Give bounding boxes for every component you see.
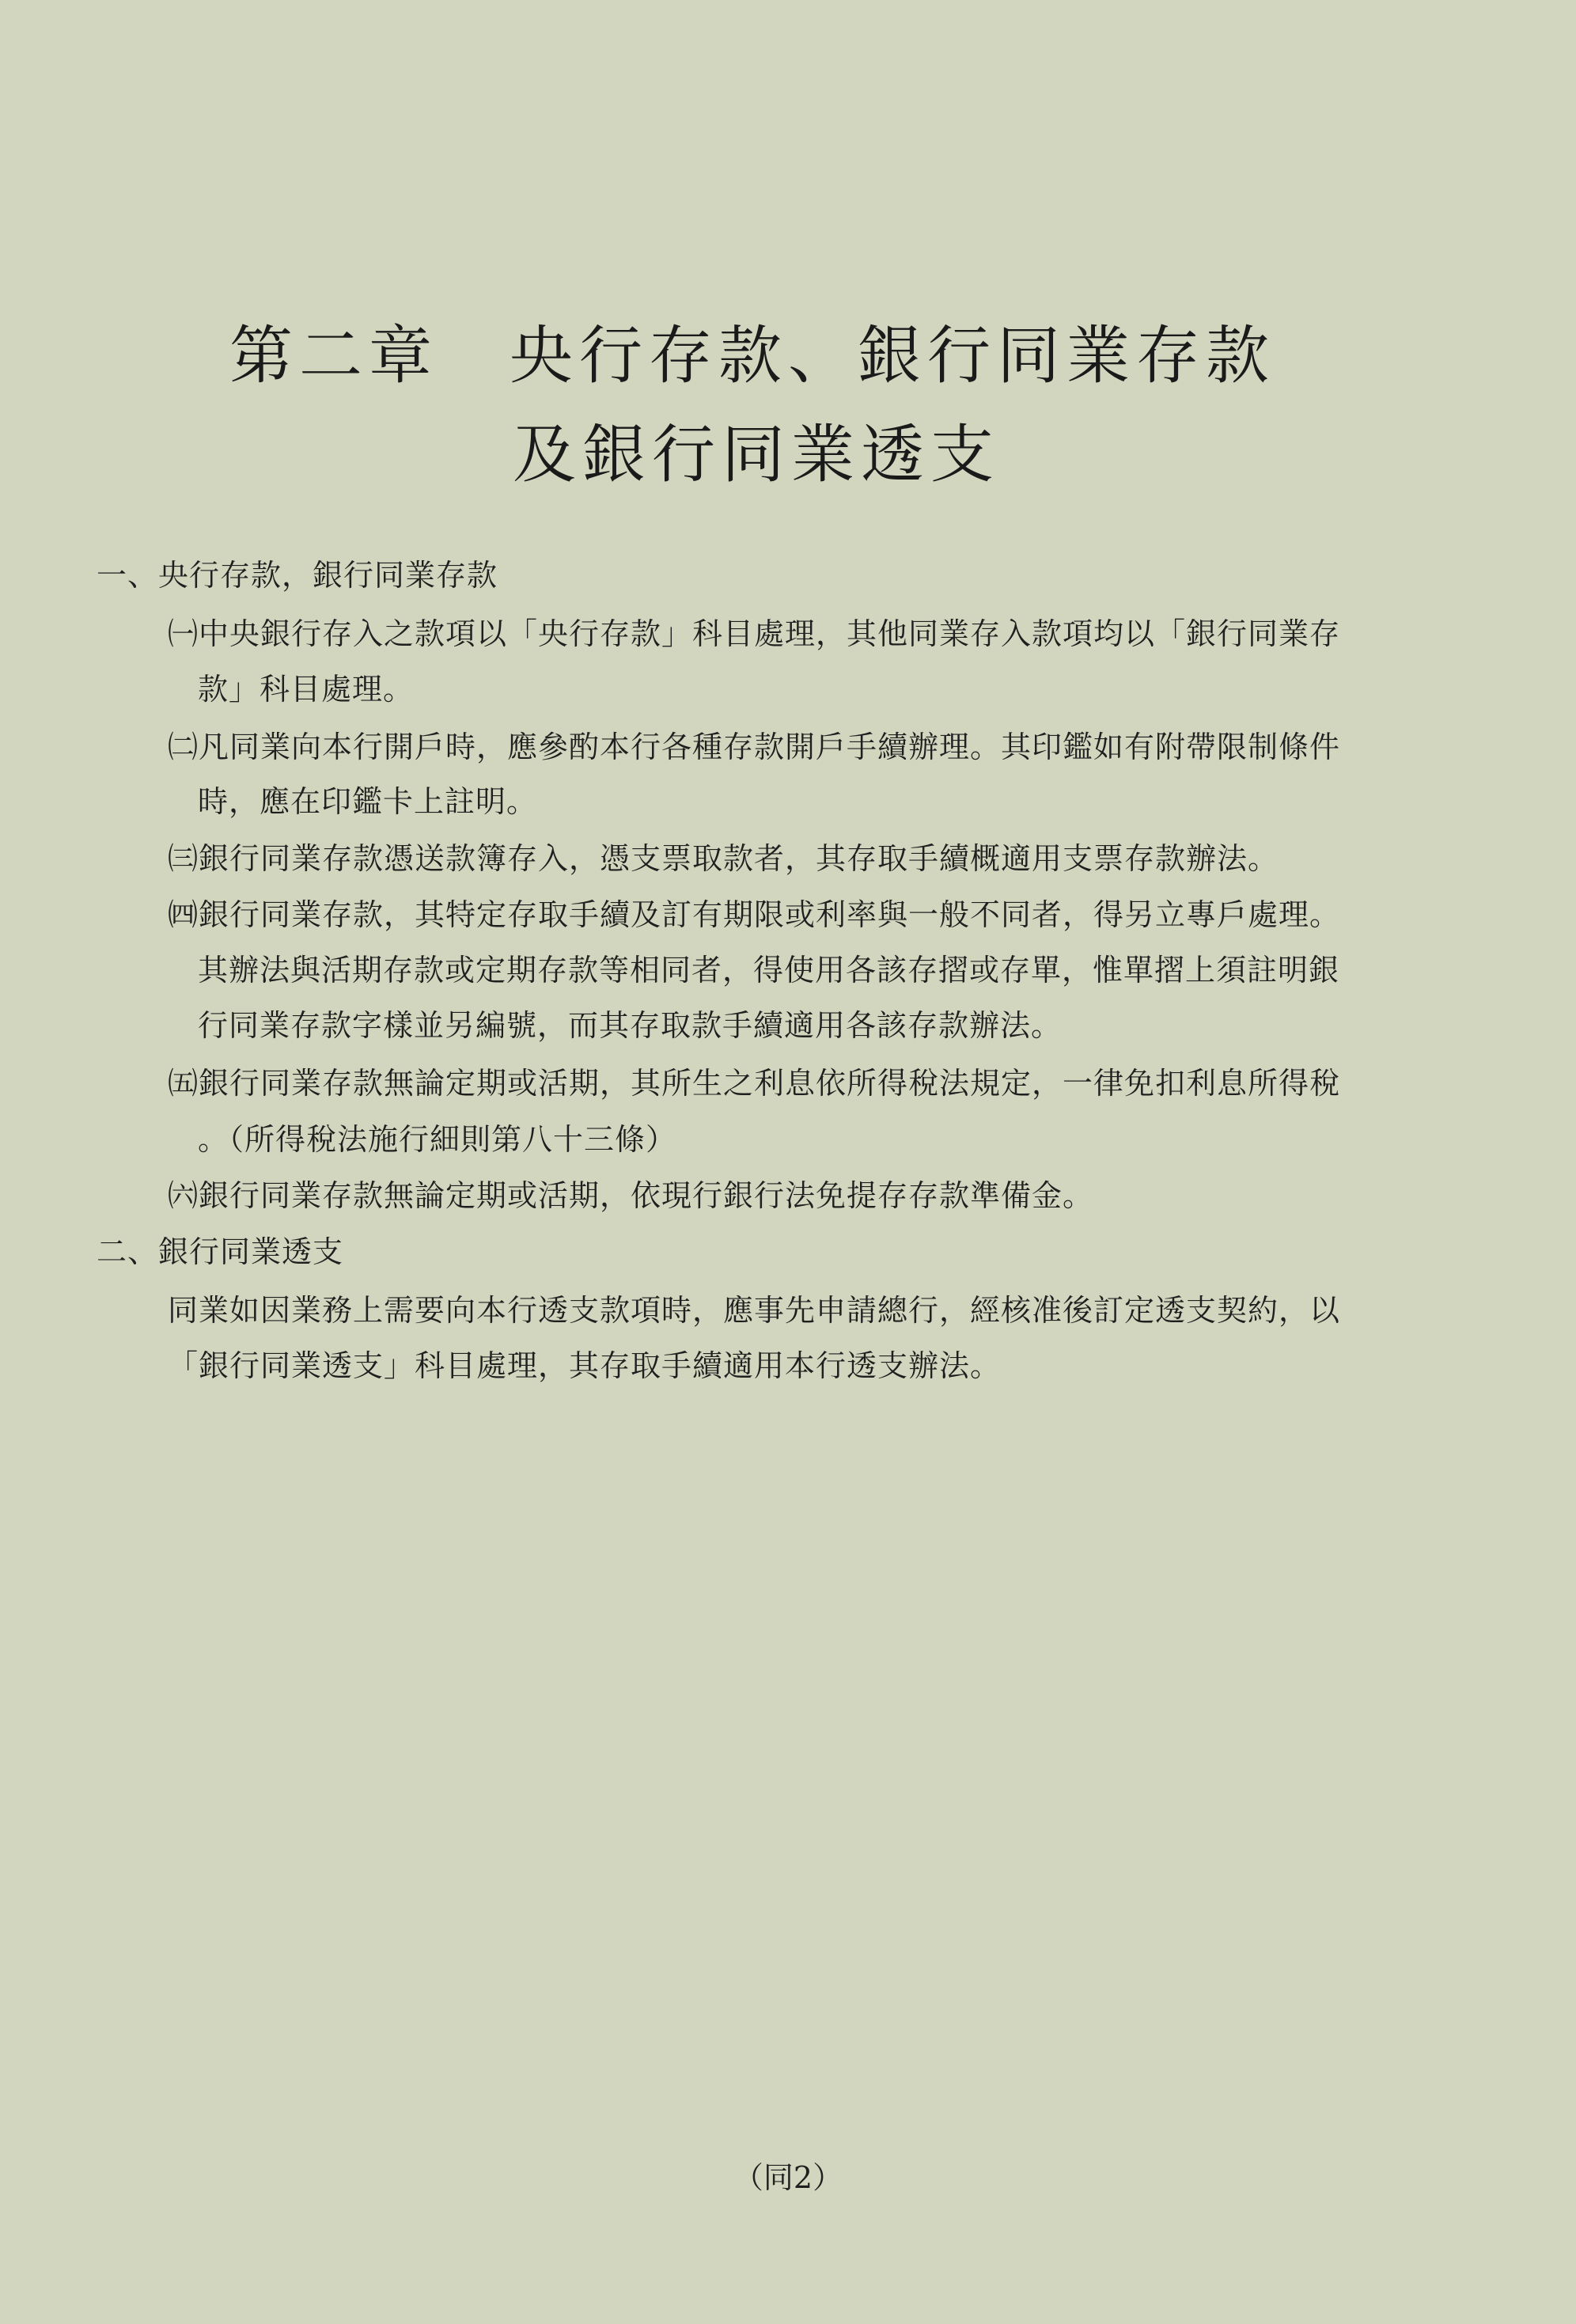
chapter-title-main: 央行存款、銀行同業存款 bbox=[510, 319, 1275, 392]
section-2-body-line-1: 同業如因業務上需要向本行透支款項時，應事先申請總行，經核准後訂定透支契約，以 bbox=[168, 1293, 1341, 1328]
item-5-line-1: ㈤銀行同業存款無論定期或活期，其所生之利息依所得稅法規定，一律免扣利息所得稅 bbox=[168, 1066, 1341, 1101]
item-3-line-1: ㈢銀行同業存款憑送款簿存入，憑支票取款者，其存取手續概適用支票存款辦法。 bbox=[168, 841, 1279, 876]
chapter-title-line-1 bbox=[0, 319, 1540, 392]
item-4-line-3: 行同業存款字樣並另編號，而其存取款手續適用各該存款辦法。 bbox=[198, 1008, 1063, 1043]
section-2-body-line-2: 「銀行同業透支」科目處理，其存取手續適用本行透支辦法。 bbox=[168, 1348, 1002, 1383]
item-4-line-2: 其辦法與活期存款或定期存款等相同者，得使用各該存摺或存單，惟單摺上須註明銀 bbox=[198, 953, 1340, 988]
section-heading-1: 一、央行存款，銀行同業存款 bbox=[97, 558, 498, 593]
item-2-line-1: ㈡凡同業向本行開戶時，應參酌本行各種存款開戶手續辦理。其印鑑如有附帶限制條件 bbox=[168, 730, 1341, 764]
item-1-line-2: 款」科目處理。 bbox=[198, 672, 415, 707]
section-heading-2: 二、銀行同業透支 bbox=[97, 1234, 344, 1269]
item-1-line-1: ㈠中央銀行存入之款項以「央行存款」科目處理，其他同業存入款項均以「銀行同業存 bbox=[168, 616, 1341, 651]
page-number: （同2） bbox=[733, 2160, 843, 2195]
chapter-number: 第二章 bbox=[229, 319, 438, 392]
chapter-title-line-2: 及銀行同業透支 bbox=[513, 418, 1000, 491]
item-2-line-2: 時，應在印鑑卡上註明。 bbox=[198, 784, 538, 819]
item-4-line-1: ㈣銀行同業存款，其特定存取手續及訂有期限或利率與一般不同者，得另立專戶處理。 bbox=[168, 897, 1341, 932]
item-5-line-2: 。（所得稅法施行細則第八十三條） bbox=[198, 1122, 677, 1157]
item-6-line-1: ㈥銀行同業存款無論定期或活期，依現行銀行法免提存存款準備金。 bbox=[168, 1178, 1094, 1213]
